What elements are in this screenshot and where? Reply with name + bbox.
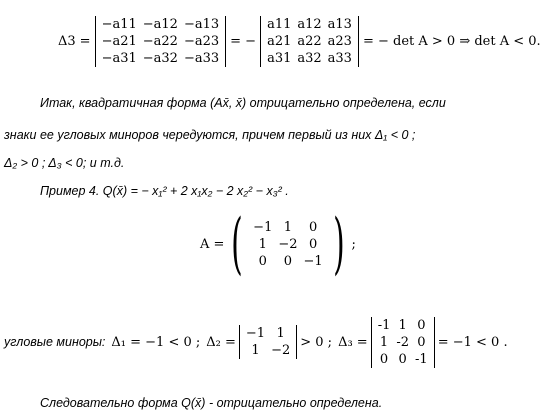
minor-1: Δ₁ = −1 < 0 ; [111, 334, 201, 350]
det1-cell: −a12 [142, 16, 178, 32]
delta-symbol: Δ [58, 33, 68, 49]
det1-cell: −a22 [142, 33, 178, 49]
matrix-a [200, 206, 356, 282]
matrix-a-cell: 1 [258, 236, 267, 252]
minor-3-cell: 0 [398, 351, 407, 367]
det2-cell: a22 [297, 33, 322, 49]
matrix-a-cell: 0 [308, 236, 318, 252]
minor-3-cell: -2 [396, 334, 410, 350]
det1-cell: −a11 [101, 16, 137, 32]
matrix-a-cell: 0 [283, 253, 293, 269]
minors-label: угловые миноры: [4, 335, 106, 349]
minors-line [4, 306, 508, 378]
matrix-a-cell: −1 [303, 253, 323, 269]
left-paren: ( [231, 205, 244, 282]
minor-2-cell: 1 [251, 343, 260, 358]
det1-cell: −a33 [183, 50, 220, 66]
right-paren: ) [332, 205, 345, 282]
determinant-conclusion: = − det A > 0 ⇒ det A < 0. [362, 33, 541, 49]
minor-2-label: Δ₂ = [206, 334, 236, 350]
det1-cell: −a32 [142, 50, 178, 66]
equals-sign: = [79, 33, 91, 49]
minor-2-cell: −2 [271, 343, 291, 358]
minor-2-cell: −1 [245, 326, 266, 341]
det2-cell: a12 [297, 16, 322, 32]
delta3-equation [58, 6, 541, 76]
matrix-a-cell: −2 [278, 236, 298, 252]
det1-cell: −a21 [101, 33, 137, 49]
det2-cell: a32 [297, 50, 322, 66]
paragraph-line-2: знаки ее угловых миноров чередуются, причем первый из них Δ₁ < 0 ; [4, 128, 416, 142]
matrix-a-cell: 0 [258, 253, 267, 269]
matrix-a-cell: 0 [308, 219, 318, 235]
determinant-1 [95, 16, 227, 67]
paragraph-line-3: Δ₂ > 0 ; Δ₃ < 0; и т.д. [4, 156, 125, 170]
minor-2-determinant [239, 325, 297, 359]
conclusion: Следовательно форма Q(x̄) - отрицательно определена. [40, 396, 383, 410]
matrix-label: A = [200, 236, 225, 252]
minor-3-determinant [371, 317, 435, 368]
minor-3-cell: -1 [377, 317, 391, 333]
minor-3-cell: 0 [417, 334, 426, 350]
minor-3-label: Δ₃ = [338, 334, 368, 350]
minor-3-cell: 0 [417, 317, 426, 333]
minor-3-cell: 0 [379, 351, 389, 367]
det1-cell: −a13 [183, 16, 220, 32]
matrix-a-cell: 1 [283, 219, 293, 235]
det2-cell: a11 [267, 16, 292, 32]
det2-cell: a23 [327, 33, 352, 49]
minor-2-cell: 1 [276, 326, 285, 341]
det1-cell: −a23 [183, 33, 220, 49]
matrix-a-cell: −1 [253, 219, 273, 235]
minor-3-cell: 1 [379, 334, 389, 350]
det2-cell: a31 [267, 50, 292, 66]
equals-minus: = − [230, 33, 257, 49]
delta-subscript: 3 [67, 33, 76, 49]
matrix-semicolon: ; [351, 236, 356, 252]
minor-3-cell: 1 [398, 317, 407, 333]
det2-cell: a33 [327, 50, 352, 66]
example-heading: Пример 4. Q(x̄) = − x₁² + 2 x₁x₂ − 2 x₂² − x₃² . [40, 184, 289, 198]
det2-cell: a13 [327, 16, 352, 32]
determinant-2 [260, 16, 359, 67]
minor-3-cell: -1 [415, 351, 428, 367]
matrix-a-body [250, 219, 326, 270]
det1-cell: −a31 [101, 50, 137, 66]
paragraph-line-1: Итак, квадратичная форма (Ax̄, x̄) отрицательно определена, если [40, 96, 446, 110]
det2-cell: a21 [267, 33, 292, 49]
minor-2-tail: > 0 ; [300, 334, 333, 350]
minor-3-tail: = −1 < 0 . [437, 334, 508, 350]
